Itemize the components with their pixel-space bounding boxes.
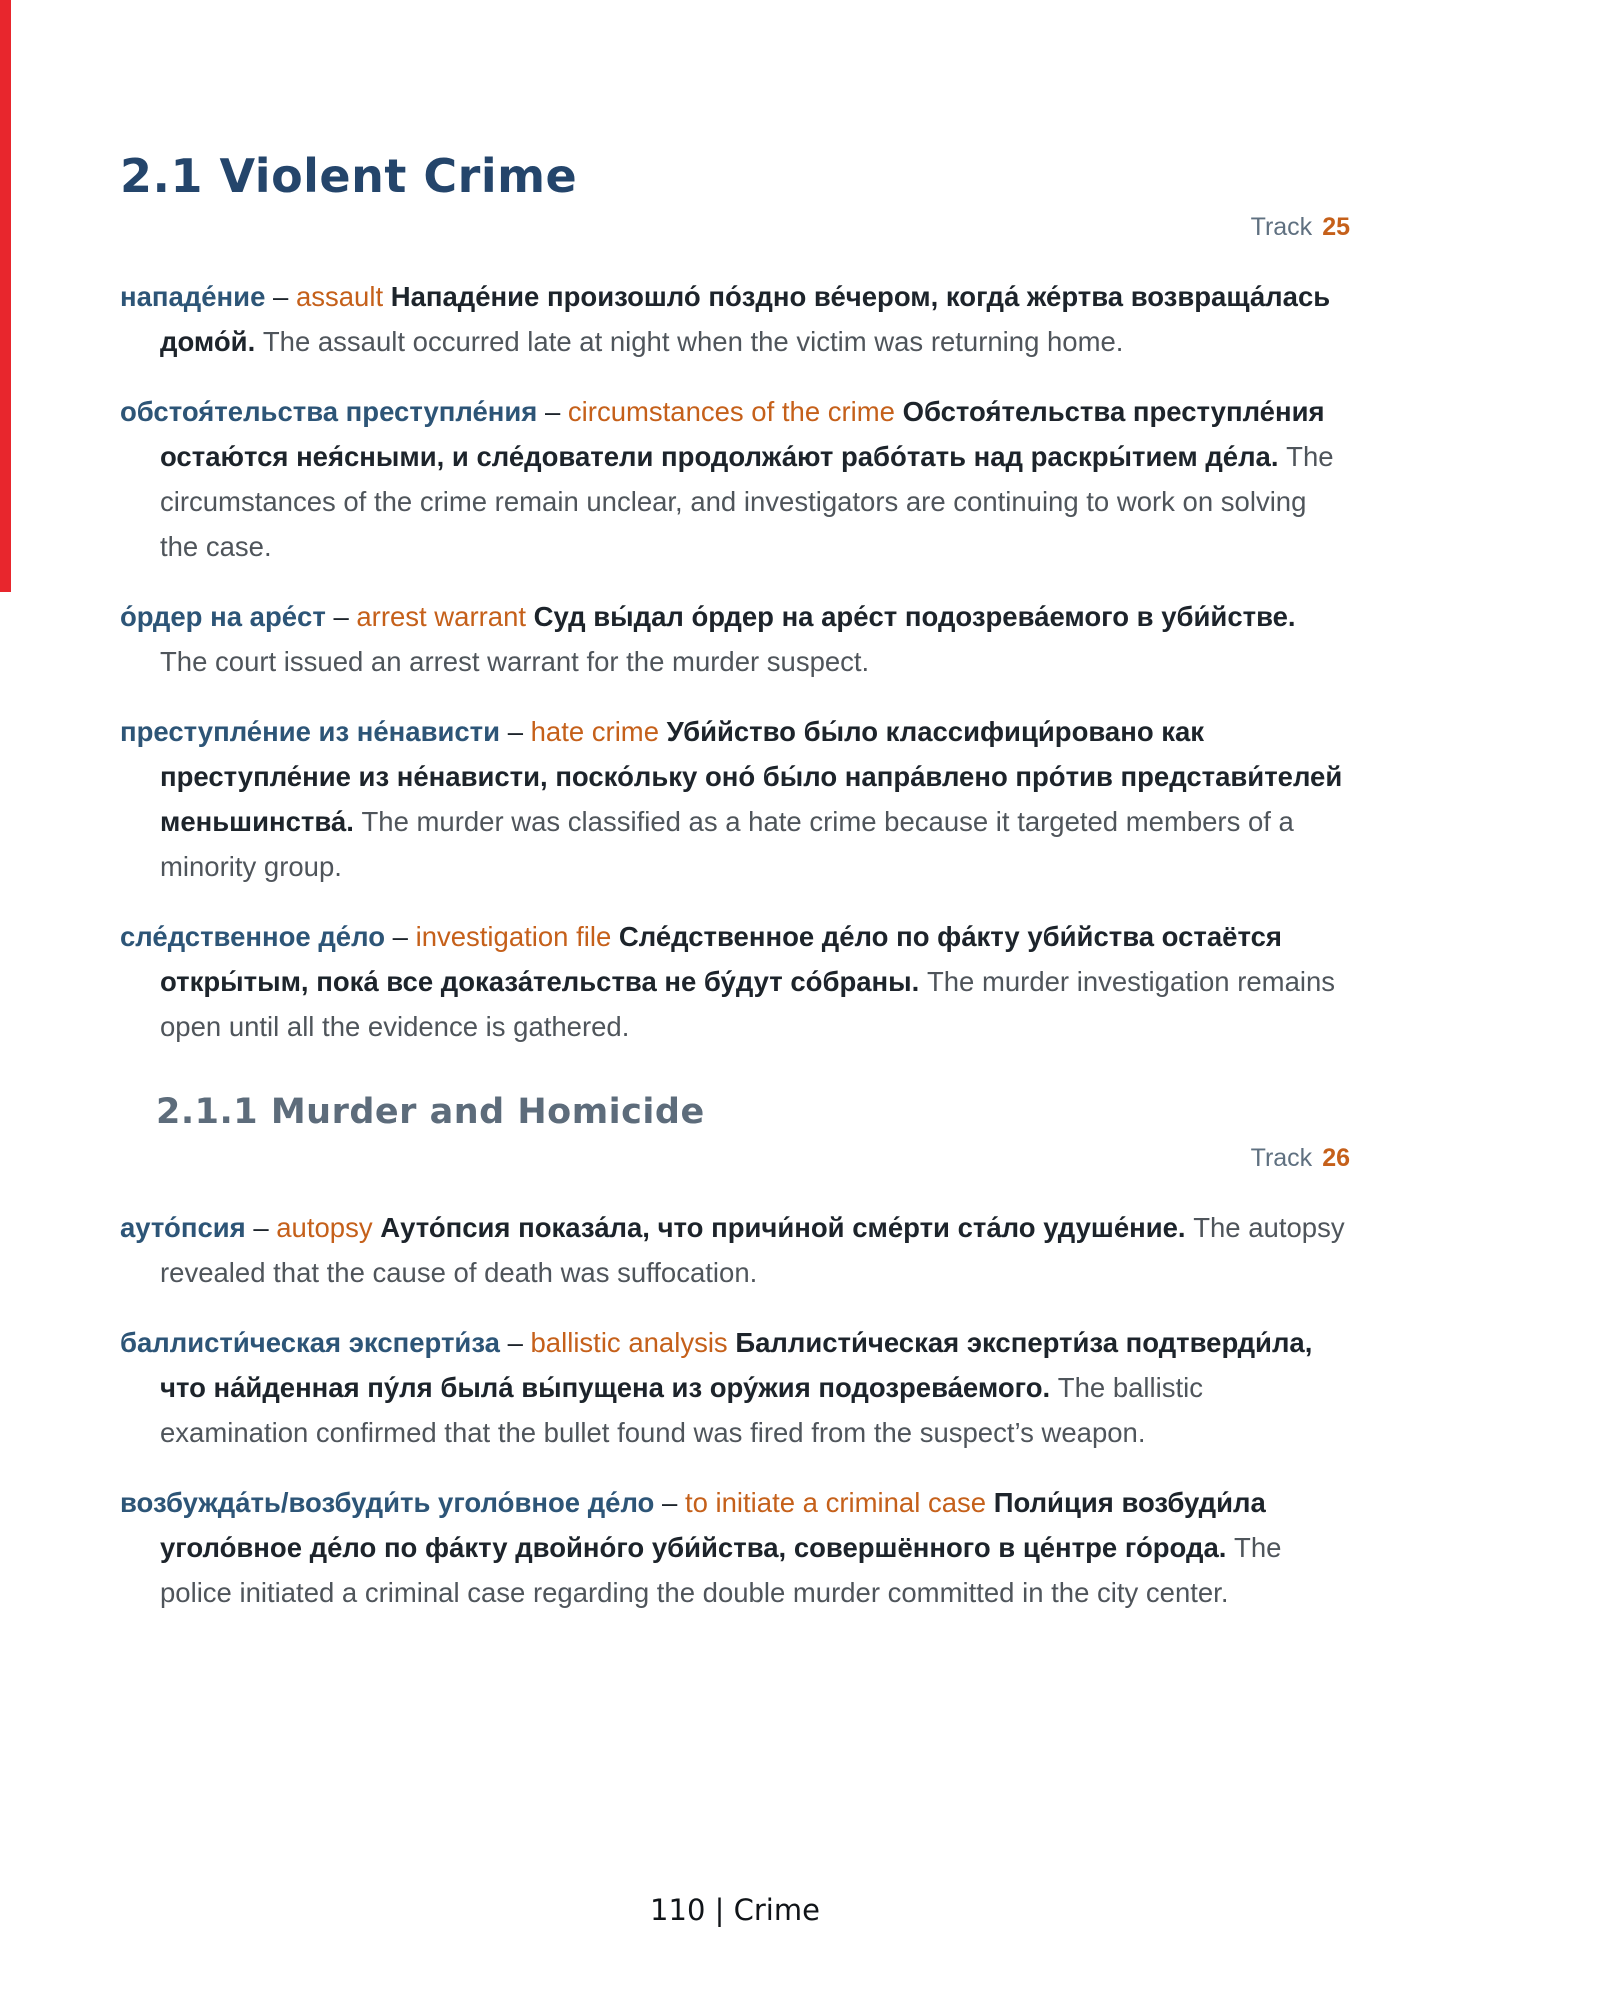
entry-headword: баллисти́ческая эксперти́за — [120, 1327, 500, 1358]
section-title: 2.1 Violent Crime — [120, 149, 578, 203]
subsection-title: 2.1.1 Murder and Homicide — [156, 1092, 705, 1132]
vocab-entry — [120, 1320, 1350, 1455]
entry-example-russian: Нападе́ние произошло́ по́здно ве́чером, когда́ же́ртва возвраща́лась домо́й. — [160, 281, 1331, 357]
entry-translation: investigation file — [415, 921, 612, 952]
entry-example-russian: Уби́йство бы́ло классифици́ровано как преступле́ние из не́нависти, поско́льку оно́ бы́ло напра́влено про́тив представи́телей меньшинства́. — [160, 716, 1343, 837]
entry-dash: – — [544, 396, 561, 427]
entry-example-english: The ballistic examination confirmed that the bullet found was fired from the suspect’s weapon. — [160, 1372, 1203, 1448]
entry-dash: – — [273, 281, 289, 312]
entry-example-russian: Баллисти́ческая эксперти́за подтверди́ла, что на́йденная пу́ля была́ вы́пущена из ору́жия подозрева́емого. — [160, 1327, 1313, 1403]
vocab-entry — [120, 389, 1350, 569]
entry-example-russian: Поли́ция возбуди́ла уголо́вное де́ло по фа́кту двойно́го уби́йства, совершённого в це́нтре го́рода. — [160, 1487, 1266, 1563]
track-number: 26 — [1322, 1144, 1350, 1172]
entry-translation: circumstances of the crime — [567, 396, 895, 427]
vocab-entry — [120, 1480, 1350, 1615]
entry-translation: arrest warrant — [356, 601, 527, 632]
vocab-entry — [120, 274, 1350, 364]
entry-example-russian: Сле́дственное де́ло по фа́кту уби́йства остаётся откры́тым, пока́ все доказа́тельства не бу́дут со́браны. — [160, 921, 1282, 997]
track-row-1 — [120, 212, 1350, 242]
entry-headword: о́рдер на аре́ст — [120, 601, 326, 632]
track-label: Track — [1250, 213, 1313, 241]
entry-headword: нападе́ние — [120, 281, 266, 312]
entry-dash: – — [253, 1212, 269, 1243]
page-footer: 110 | Crime — [650, 1893, 820, 1927]
entry-dash: – — [507, 1327, 523, 1358]
entry-example-english: The murder investigation remains open until all the evidence is gathered. — [160, 966, 1336, 1042]
entry-headword: преступле́ние из не́нависти — [120, 716, 501, 747]
entry-dash: – — [392, 921, 408, 952]
entry-example-russian: Суд вы́дал о́рдер на аре́ст подозрева́емого в уби́йстве. — [533, 601, 1296, 632]
entry-headword: ауто́псия — [120, 1212, 246, 1243]
entry-translation: hate crime — [530, 716, 660, 747]
vocab-entry — [120, 1205, 1350, 1295]
entry-dash: – — [662, 1487, 678, 1518]
vocab-entries-murder-homicide — [120, 1205, 1350, 1615]
vocab-entry — [120, 914, 1350, 1049]
entry-translation: assault — [295, 281, 384, 312]
entry-translation: ballistic analysis — [530, 1327, 728, 1358]
entry-example-english: The police initiated a criminal case regarding the double murder committed in the city center. — [160, 1532, 1282, 1608]
entry-headword: возбужда́ть/возбуди́ть уголо́вное де́ло — [120, 1487, 655, 1518]
track-number: 25 — [1322, 213, 1350, 241]
entry-example-russian: Ауто́псия показа́ла, что причи́ной сме́рти ста́ло удуше́ние. — [380, 1212, 1186, 1243]
entry-example-english: The autopsy revealed that the cause of death was suffocation. — [160, 1212, 1345, 1288]
entry-example-russian: Обстоя́тельства преступле́ния остаю́тся нея́сными, и сле́дователи продолжа́ют рабо́тать над раскры́тием де́ла. — [160, 396, 1325, 472]
entry-headword: сле́дственное де́ло — [120, 921, 385, 952]
vocab-entry — [120, 709, 1350, 889]
entry-example-english: The court issued an arrest warrant for the murder suspect. — [160, 646, 870, 677]
entry-dash: – — [333, 601, 349, 632]
track-label: Track — [1250, 1144, 1313, 1172]
track-row-2 — [120, 1143, 1350, 1173]
entry-dash: – — [507, 716, 523, 747]
vocab-entry — [120, 594, 1350, 684]
entry-headword: обстоя́тельства преступле́ния — [120, 396, 538, 427]
entry-example-english: The circumstances of the crime remain unclear, and investigators are continuing to work on solving the case. — [160, 441, 1334, 562]
entry-translation: to initiate a criminal case — [684, 1487, 987, 1518]
entry-example-english: The assault occurred late at night when the victim was returning home. — [262, 326, 1124, 357]
vocab-entries-violent-crime — [120, 274, 1350, 1049]
entry-translation: autopsy — [276, 1212, 373, 1243]
entry-example-english: The murder was classified as a hate crime because it targeted members of a minority group. — [160, 806, 1294, 882]
